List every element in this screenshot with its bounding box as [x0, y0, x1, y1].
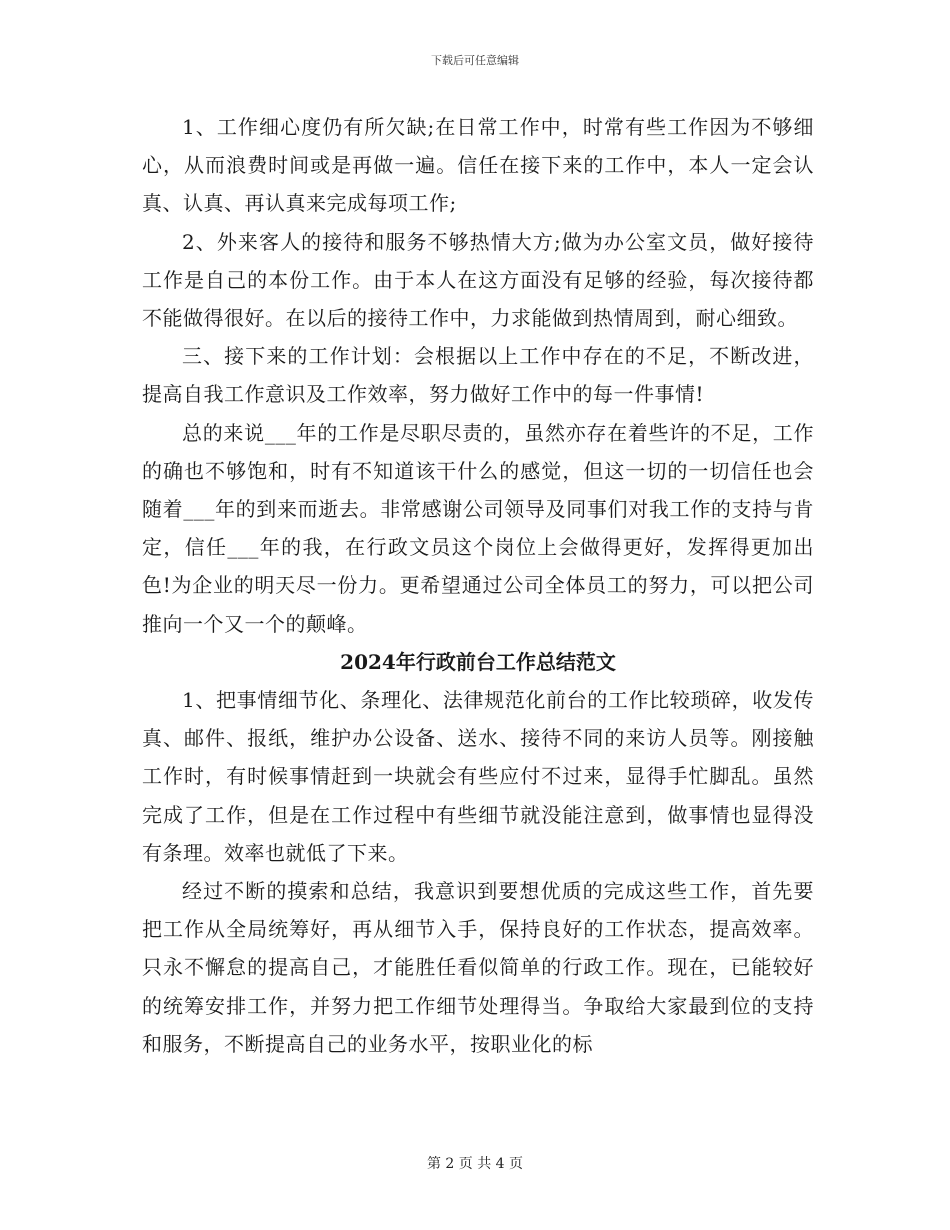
- paragraph: 总的来说___年的工作是尽职尽责的，虽然亦存在着些许的不足，工作的确也不够饱和，时有不知道该干什么的感觉，但这一切的一切信任也会随着___年的到来而逝去。非常感谢公司领导及同事们对我工作的支持与肯定，信任___年的我，在行政文员这个岗位上会做得更好，发挥得更加出色!为企业的明天尽一份力。更希望通过公司全体员工的努力，可以把公司推向一个又一个的颠峰。: [142, 420, 814, 636]
- paragraph: 经过不断的摸索和总结，我意识到要想优质的完成这些工作，首先要把工作从全局统筹好，再从细节入手，保持良好的工作状态，提高效率。只永不懈怠的提高自己，才能胜任看似简单的行政工作。现在，已能较好的统筹安排工作，并努力把工作细节处理得当。争取给大家最到位的支持和服务，不断提高自己的业务水平，按职业化的标: [142, 879, 814, 1056]
- page-number: 第 2 页 共 4 页: [426, 1156, 524, 1172]
- paragraph: 1、工作细心度仍有所欠缺;在日常工作中，时常有些工作因为不够细心，从而浪费时间或是再做一遍。信任在接下来的工作中，本人一定会认真、认真、再认真来完成每项工作;: [142, 115, 814, 216]
- paragraph: 三、接下来的工作计划：会根据以上工作中存在的不足，不断改进，提高自我工作意识及工作效率，努力做好工作中的每一件事情!: [142, 344, 814, 407]
- paragraph: 1、把事情细节化、条理化、法律规范化前台的工作比较琐碎，收发传真、邮件、报纸，维护办公设备、送水、接待不同的来访人员等。刚接触工作时，有时候事情赶到一块就会有些应付不过来，显得手忙脚乱。虽然完成了工作，但是在工作过程中有些细节就没能注意到，做事情也显得没有条理。效率也就低了下来。: [142, 688, 814, 865]
- document-body: [142, 108, 814, 1063]
- section-title: 2024年行政前台工作总结范文: [340, 649, 616, 674]
- header-note: 下载后可任意编辑: [431, 54, 519, 67]
- paragraph: 2、外来客人的接待和服务不够热情大方;做为办公室文员，做好接待工作是自己的本份工作。由于本人在这方面没有足够的经验，每次接待都不能做得很好。在以后的接待工作中，力求能做到热情周到，耐心细致。: [142, 229, 814, 331]
